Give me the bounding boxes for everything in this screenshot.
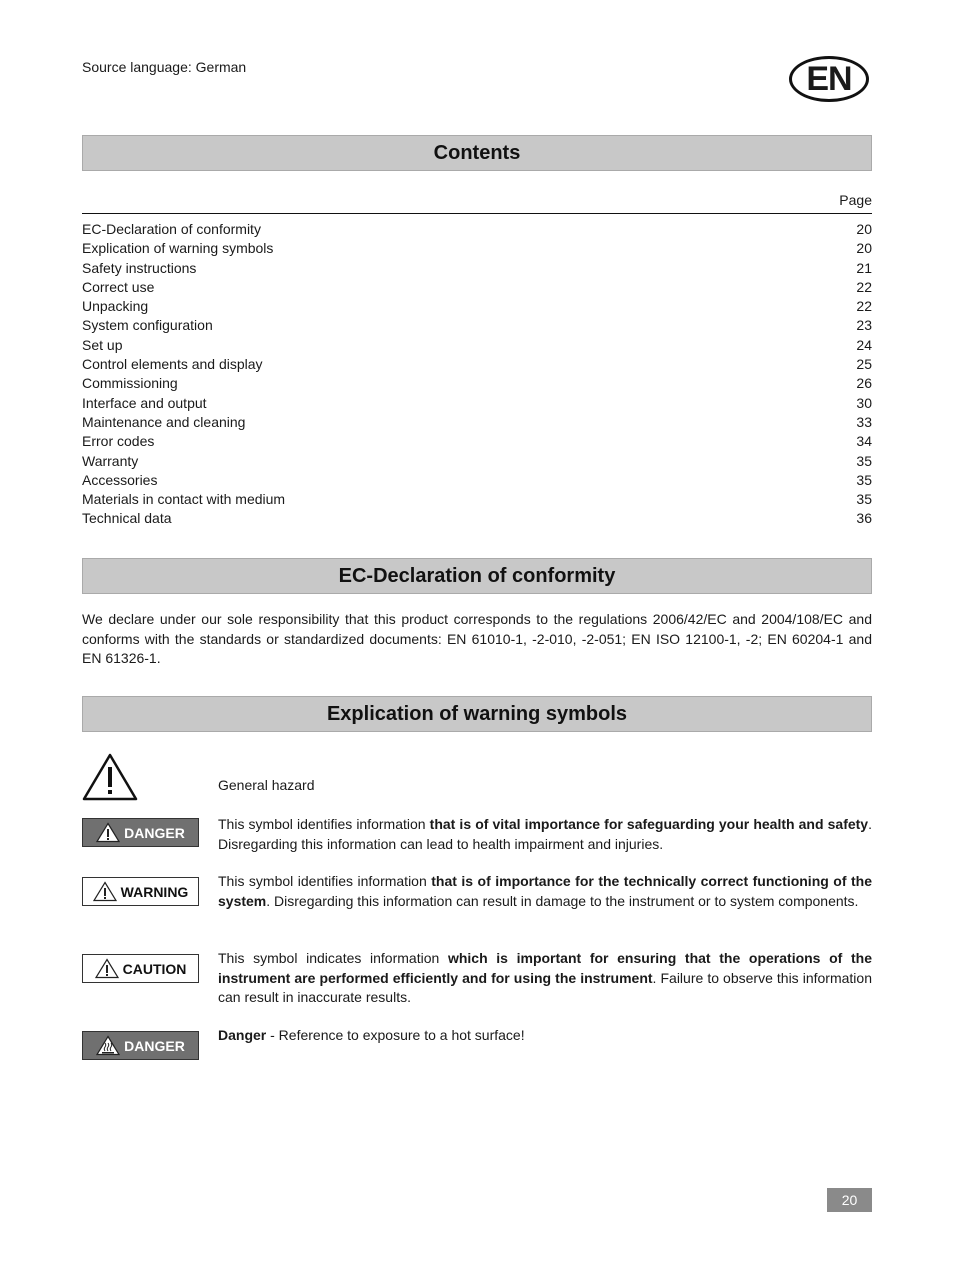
toc-entry — [82, 316, 872, 335]
toc-entry-page: 35 — [856, 452, 872, 469]
toc-entry-label: Maintenance and cleaning — [82, 413, 246, 430]
danger-text-post: . Disregarding this information can lead to health impairment and injuries. — [218, 816, 872, 852]
declaration-text: We declare under our sole responsibility that this product corresponds to the regulations 2006/42/EC and 2004/108/EC and conforms with the standards or standardized documents: EN 61010-1, -2-010, -2-051; EN ISO 12100-1, -2; EN 60204-1 and EN 61326-1. — [82, 611, 872, 666]
warning-label — [82, 877, 199, 906]
toc-entry-label: Set up — [82, 336, 123, 353]
contents-heading: Contents — [82, 135, 872, 171]
toc-entry-page: 20 — [856, 240, 872, 257]
toc-entry-page: 35 — [856, 471, 872, 488]
toc-entry-label: Materials in contact with medium — [82, 491, 286, 508]
hot-surface-label-text: DANGER — [124, 1037, 185, 1054]
warning-triangle-icon — [95, 958, 119, 979]
toc-entry-label: System configuration — [82, 317, 213, 334]
toc-entry-page: 23 — [856, 317, 872, 334]
toc-entry-page: 33 — [856, 413, 872, 430]
general-hazard-icon — [82, 752, 138, 807]
toc-entry — [82, 239, 872, 258]
toc-entry-label: Technical data — [82, 510, 172, 527]
caution-label-text: CAUTION — [122, 960, 187, 977]
toc-entry-page: 25 — [856, 356, 872, 373]
toc-entry — [82, 509, 872, 528]
hot-surface-text-bold: Danger — [218, 1027, 267, 1043]
hot-surface-description — [218, 1026, 872, 1046]
toc-entry — [82, 413, 872, 432]
table-of-contents — [82, 220, 872, 529]
warning-label-text: WARNING — [120, 883, 189, 900]
toc-entry-page: 35 — [856, 491, 872, 508]
danger-text-bold: that is of vital importance for safeguarding your health and safety — [429, 816, 869, 832]
toc-entry — [82, 220, 872, 239]
caution-label — [82, 954, 199, 983]
toc-entry — [82, 259, 872, 278]
toc-entry-page: 20 — [856, 221, 872, 237]
toc-entry-page: 36 — [856, 510, 872, 527]
toc-entry-label: EC-Declaration of conformity — [82, 221, 261, 237]
toc-entry — [82, 278, 872, 297]
danger-text-pre: This symbol identifies information — [218, 816, 430, 832]
danger-label — [82, 818, 199, 847]
toc-entry-page: 22 — [856, 298, 872, 315]
general-hazard-label: General hazard — [218, 777, 315, 793]
toc-entry-label: Safety instructions — [82, 259, 197, 276]
warning-text-bold: that is of importance for the technically correct functioning of the system — [218, 873, 872, 909]
hot-surface-danger-label — [82, 1031, 199, 1060]
hot-surface-text-post: - Reference to exposure to a hot surface! — [266, 1027, 525, 1043]
warning-triangle-icon — [96, 822, 120, 843]
caution-description — [218, 949, 872, 1008]
toc-entry — [82, 374, 872, 393]
caution-text-post: . Failure to observe this information can result in inaccurate results. — [218, 969, 872, 1005]
toc-entry-page: 22 — [856, 278, 872, 295]
danger-label-text: DANGER — [124, 824, 185, 841]
toc-entry-page: 21 — [856, 259, 872, 276]
toc-entry — [82, 471, 872, 490]
toc-entry-label: Accessories — [82, 471, 158, 488]
toc-entry — [82, 394, 872, 413]
toc-entry — [82, 336, 872, 355]
toc-entry — [82, 432, 872, 451]
warning-triangle-icon — [93, 881, 117, 902]
toc-entry-label: Unpacking — [82, 298, 149, 315]
toc-entry-page: 24 — [856, 336, 872, 353]
caution-text-bold: which is important for ensuring that the operations of the instrument are performed efficiently and for using the instrument — [218, 950, 873, 986]
hot-surface-icon — [96, 1035, 120, 1056]
warning-text-pre: This symbol identifies information — [218, 873, 432, 889]
page-number: 20 — [827, 1188, 872, 1212]
toc-entry-label: Control elements and display — [82, 356, 263, 373]
toc-entry-label: Commissioning — [82, 375, 178, 392]
toc-entry — [82, 490, 872, 509]
toc-entry-page: 30 — [856, 394, 872, 411]
toc-entry — [82, 355, 872, 374]
toc-entry-label: Correct use — [82, 278, 155, 295]
toc-entry-label: Interface and output — [82, 394, 207, 411]
warning-symbols-heading: Explication of warning symbols — [82, 696, 872, 732]
declaration-heading: EC-Declaration of conformity — [82, 558, 872, 594]
language-badge: EN — [789, 56, 869, 102]
toc-entry-label: Warranty — [82, 452, 139, 469]
toc-entry-label: Error codes — [82, 433, 155, 450]
danger-description — [218, 815, 872, 854]
toc-entry-page: 26 — [856, 375, 872, 392]
toc-entry-label: Explication of warning symbols — [82, 240, 274, 257]
source-language-note: Source language: German — [82, 59, 247, 75]
toc-entry — [82, 297, 872, 316]
warning-text-post: . Disregarding this information can result in damage to the instrument or to system components. — [266, 892, 859, 909]
toc-entry-page: 34 — [856, 433, 872, 450]
caution-text-pre: This symbol indicates information — [218, 950, 448, 966]
toc-entry — [82, 452, 872, 471]
warning-description — [218, 872, 872, 911]
toc-page-column-header: Page — [82, 192, 872, 214]
